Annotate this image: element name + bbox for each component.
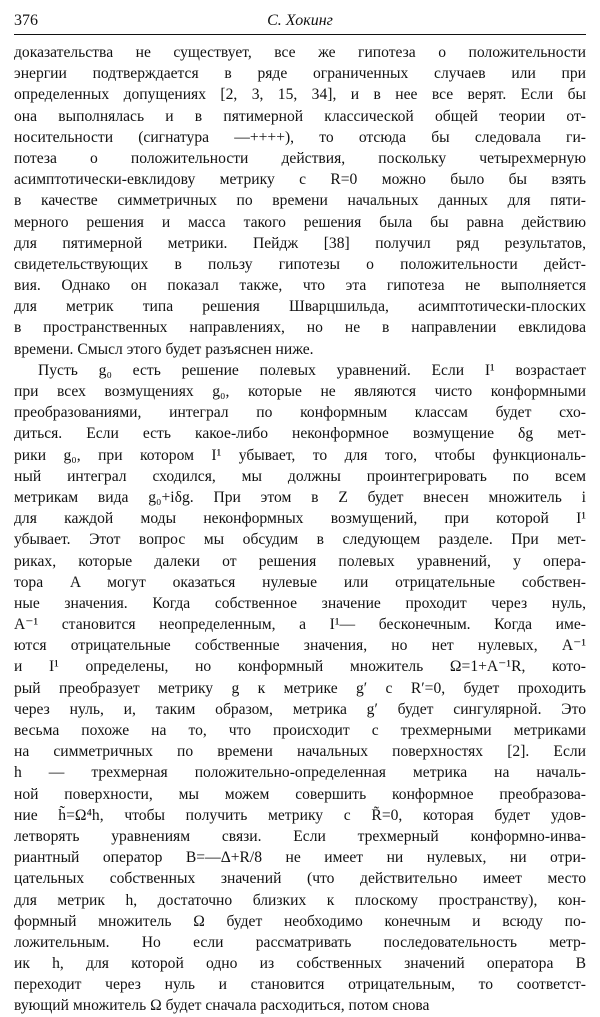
text-line: рый преобразует метрику g к метрике g′ с R′=0, будет проходить (14, 679, 586, 697)
paragraph (14, 42, 586, 360)
text-line: вующий множитель Ω будет сначала расходиться, потом снова (14, 997, 430, 1015)
text-line: доказательства не существует, все же гипотеза о положительности (14, 44, 586, 61)
text-line: носительности (сигнатура —++++), то отсюда бы следовала ги- (14, 128, 586, 146)
text-line: определенных допущениях [2, 3, 15, 34], и в нее все верят. Если бы (14, 86, 586, 104)
text-line: A⁻¹ становится неопределенным, а I¹— бесконечным. Когда име- (14, 616, 586, 634)
text-line: весьма похоже на то, что происходит с трехмерными метриками (14, 722, 586, 739)
text-line: тора A могут оказаться нулевые или отрицательные собствен- (14, 573, 586, 591)
text-line: ный интеграл сходился, мы должны проинтегрировать по всем (14, 467, 586, 485)
text-line: цательных собственных значений (что действительно имеет место (14, 870, 586, 888)
text-line: энергии подтверждается в ряде ограниченных случаев или при (14, 65, 586, 83)
text-line: потеза о положительности действия, поскольку четырехмерную (14, 149, 586, 167)
text-line: ние h̃=Ω⁴h, чтобы получить метрику с R̃=0, которая будет удов- (14, 806, 586, 824)
page-number: 376 (14, 12, 38, 29)
text-line: риках, которые далеки от решения полевых уравнений, у опера- (14, 552, 586, 570)
text-line: для метрик h, достаточно близких к плоскому пространству), кон- (14, 891, 586, 909)
text-line: для каждой моды неконформных возмущений, при которой I¹ (14, 510, 586, 528)
text-line: для метрик типа решения Шварцшильда, асимптотически-плоских (14, 298, 586, 316)
text-line: времени. Смысл этого будет разъяснен ниже. (14, 340, 314, 358)
text-line: для пятимерной метрики. Пейдж [38] получил ряд результатов, (14, 234, 586, 252)
text-line: риантный оператор B=—Δ+R/8 не имеет ни нулевых, ни отри- (14, 849, 586, 867)
text-line: убывает. Этот вопрос мы обсудим в следующем разделе. При мет- (14, 531, 586, 549)
running-head: С. Хокинг (267, 12, 333, 29)
text-line: ные значения. Когда собственное значение проходит через нуль, (14, 594, 586, 612)
text-line: рики g₀, при котором I¹ убывает, то для того, чтобы функциональ- (14, 446, 586, 464)
text-line: переходит через нуль и становится отрицательным, то соответст- (14, 976, 586, 994)
text-line: преобразованиями, интеграл по конформным классам будет схо- (14, 404, 586, 422)
text-line: и I¹ определены, но конформный множитель Ω=1+A⁻¹R, кото- (14, 658, 586, 676)
text-line: диться. Если есть какое-либо неконформное возмущение δg мет- (14, 425, 586, 443)
body-text (14, 42, 586, 1017)
text-line: Пусть g₀ есть решение полевых уравнений. Если I¹ возрастает (38, 361, 586, 379)
text-line: формный множитель Ω будет необходимо конечным и всюду по- (14, 912, 586, 930)
text-line: через нуль, и, таким образом, метрика g′ будет сингулярной. Это (14, 700, 586, 718)
text-line: свидетельствующих в пользу гипотезы о положительности дейст- (14, 255, 586, 273)
text-line: ной поверхности, мы можем совершить конформное преобразова- (14, 785, 586, 803)
paragraph (14, 360, 586, 1017)
text-line: ются отрицательные собственные значения, но нет нулевых, A⁻¹ (14, 637, 586, 655)
text-line: h — трехмерная положительно-определенная метрика на началь- (14, 764, 586, 782)
text-line: асимптотически-евклидову метрику с R=0 можно было бы взять (14, 171, 586, 189)
page-header (14, 8, 586, 35)
text-line: вия. Однако он показал также, что эта гипотеза не выполняется (14, 277, 586, 295)
text-line: на симметричных по времени начальных поверхностях [2]. Если (14, 743, 586, 761)
text-line: при всех возмущениях g₀, которые не являются чисто конформными (14, 383, 586, 400)
text-line: ик h, для которой одно из собственных значений оператора B (14, 955, 586, 973)
text-line: мерного решения и масса такого решения была бы равна действию (14, 213, 586, 231)
text-line: в пространственных направлениях, но не в направлении евклидова (14, 319, 586, 337)
text-line: она выполнялась и в пятимерной классической общей теории от- (14, 107, 586, 125)
text-line: в качестве симметричных по времени начальных данных для пяти- (14, 192, 586, 210)
text-line: ложительным. Но если рассматривать последовательность метр- (14, 933, 586, 951)
text-line: метрикам вида g₀+iδg. При этом в Z будет внесен множитель i (14, 488, 586, 506)
text-line: летворять уравнениям связи. Если трехмерный конформно-инва- (14, 827, 586, 845)
